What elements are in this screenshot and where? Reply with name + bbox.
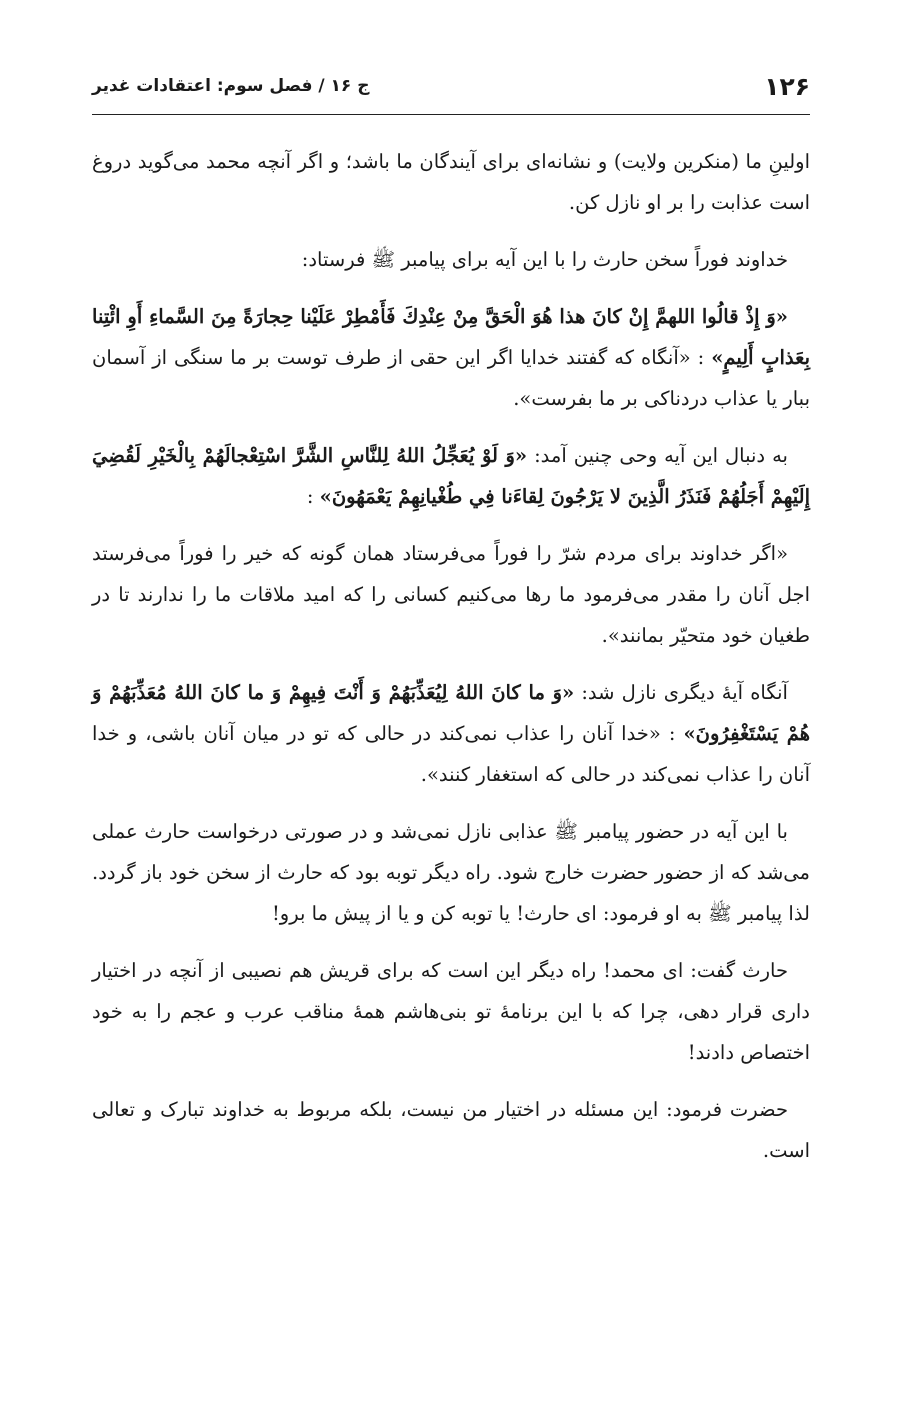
paragraph-text: حضرت فرمود: این مسئله در اختیار من نیست، بلکه مربوط به خداوند تبارک و تعالی است. xyxy=(92,1098,810,1162)
paragraph-text: خداوند فوراً سخن حارث را با این آیه برای پیامبر ﷺ فرستاد: xyxy=(301,248,788,271)
paragraph-text: : «آنگاه که گفتند خدایا اگر این حقی از طرف توست بر ما سنگی از آسمان ببار یا عذاب دردناکی بر ما بفرست». xyxy=(92,346,810,410)
paragraph xyxy=(92,672,810,795)
page-number: ۱۲۶ xyxy=(764,71,810,101)
quran-verse: «وَ إِذْ قالُوا اللهمَّ إِنْ كانَ هذا هُوَ الْحَقَّ مِنْ عِنْدِكَ فَأَمْطِرْ عَلَيْنا حِجارَةً مِنَ السَّماءِ أَوِ ائْتِنا بِعَذابٍ أَلِيمٍ» xyxy=(92,305,810,369)
paragraph-text: آنگاه آیهٔ دیگری نازل شد: xyxy=(574,681,788,704)
paragraph xyxy=(92,239,810,280)
paragraph-text: حارث گفت: ای محمد! راه دیگر این است که برای قریش هم نصیبی از آنچه در اختیار داری قرار دهی، چرا که با این برنامهٔ تو بنی‌هاشم همهٔ مناقب عرب و عجم را به خود اختصاص دادند! xyxy=(92,959,810,1064)
paragraph xyxy=(92,533,810,656)
paragraph xyxy=(92,950,810,1073)
paragraph xyxy=(92,435,810,517)
paragraph-text: «اگر خداوند برای مردم شرّ را فوراً می‌فرستاد همان گونه که خیر را فوراً می‌فرستد اجل آنان را مقدر می‌فرمود ما رها می‌کنیم کسانی را که امید ملاقات ما را ندارند تا در طغیان خود متحیّر بمانند». xyxy=(92,542,810,647)
quran-verse: «وَ لَوْ يُعَجِّلُ اللهُ لِلنَّاسِ الشَّرَّ اسْتِعْجالَهُمْ بِالْخَيْرِ لَقُضِيَ إِلَيْهِمْ أَجَلُهُمْ فَنَذَرُ الَّذِينَ لا يَرْجُونَ لِقاءَنا فِي طُغْيانِهِمْ يَعْمَهُونَ» xyxy=(92,444,810,508)
running-title: ج ۱۶ / فصل سوم: اعتقادات غدیر xyxy=(92,76,370,96)
paragraph xyxy=(92,296,810,419)
page-body xyxy=(92,141,810,1171)
paragraph-text: به دنبال این آیه وحی چنین آمد: xyxy=(527,444,788,467)
book-page xyxy=(92,58,810,1187)
paragraph xyxy=(92,1089,810,1171)
paragraph-text: : xyxy=(306,485,320,508)
paragraph-text: : «خدا آنان را عذاب نمی‌کند در حالی که تو در میان آنان باشی، و خدا آنان را عذاب نمی‌کند در حالی که استغفار کنند». xyxy=(92,722,810,786)
page-header xyxy=(92,58,810,115)
paragraph xyxy=(92,811,810,934)
quran-verse: «وَ ما كانَ اللهُ لِيُعَذِّبَهُمْ وَ أَنْتَ فِيهِمْ وَ ما كانَ اللهُ مُعَذِّبَهُمْ وَ هُمْ يَسْتَغْفِرُونَ» xyxy=(92,681,810,745)
paragraph-text: اولینِ ما (منکرین ولایت) و نشانه‌ای برای آیندگان ما باشد؛ و اگر آنچه محمد می‌گوید دروغ است عذابت را بر او نازل کن. xyxy=(92,150,810,214)
paragraph xyxy=(92,141,810,223)
paragraph-text: با این آیه در حضور پیامبر ﷺ عذابی نازل نمی‌شد و در صورتی درخواست حارث عملی می‌شد که از حضور حضرت خارج شود. راه دیگر توبه بود که حارث از سخن خود باز گردد. لذا پیامبر ﷺ به او فرمود: ای حارث! یا توبه کن و یا از پیش ما برو! xyxy=(92,820,810,925)
